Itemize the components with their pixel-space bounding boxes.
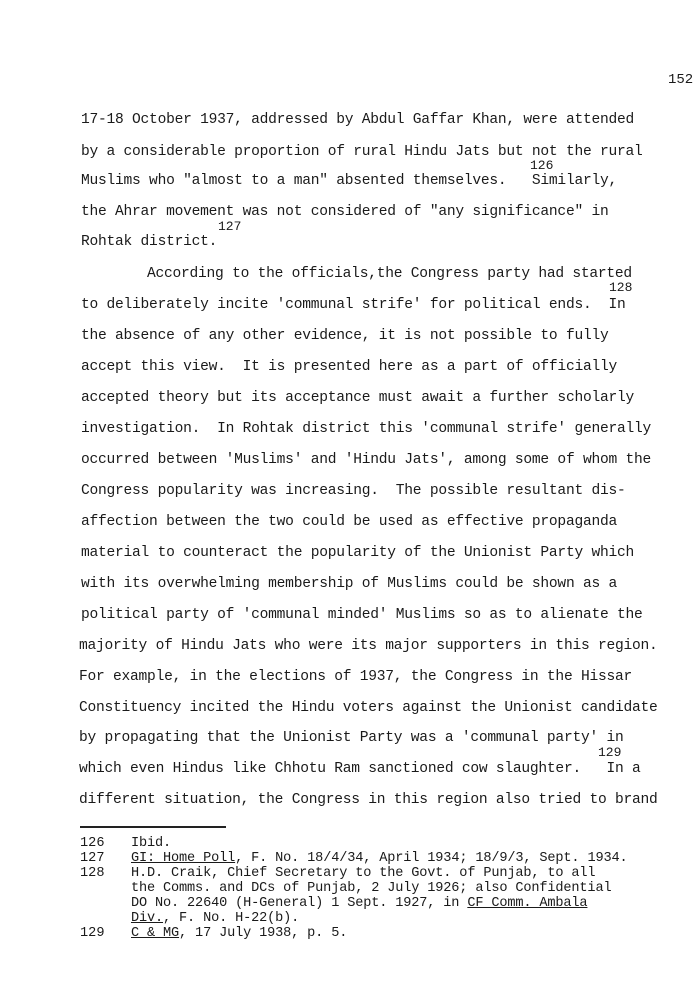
footnote-number: 129 [80, 926, 105, 941]
body-line: political party of 'communal minded' Muslims so as to alienate the [81, 607, 643, 623]
footnote-number: 127 [80, 851, 105, 866]
footnote-text: H.D. Craik, Chief Secretary to the Govt. of Punjab, to all [131, 866, 596, 881]
body-line: investigation. In Rohtak district this 'communal strife' generally [81, 421, 652, 437]
body-line: which even Hindus like Chhotu Ram sanctioned cow slaughter. In a [79, 761, 641, 777]
footnote-text [131, 911, 299, 926]
body-line: to deliberately incite 'communal strife' for political ends. In [81, 297, 626, 313]
footnote-ref-127: 127 [218, 219, 242, 234]
footnote-number: 126 [80, 836, 105, 851]
footnote-detail: DO No. 22640 (H-General) 1 Sept. 1927, in [131, 896, 468, 911]
footnote-detail: , F. No. 18/4/34, April 1934; 18/9/3, Sept. 1934. [235, 851, 628, 866]
body-line: by a considerable proportion of rural Hindu Jats but not the rural [81, 144, 643, 160]
body-line: by propagating that the Unionist Party was a 'communal party' in [79, 730, 624, 746]
body-line: For example, in the elections of 1937, the Congress in the Hissar [79, 669, 632, 685]
body-line: affection between the two could be used as effective propaganda [81, 514, 617, 530]
body-line: with its overwhelming membership of Muslims could be shown as a [81, 576, 617, 592]
body-line: the Ahrar movement was not considered of "any significance" in [81, 204, 609, 220]
body-line: Rohtak district. [81, 234, 218, 250]
footnote-text [131, 926, 347, 941]
body-line: majority of Hindu Jats who were its major supporters in this region. [79, 638, 658, 654]
footnote-text [131, 896, 587, 911]
body-line: Muslims who "almost to a man" absented themselves. Similarly, [81, 173, 617, 189]
body-line: According to the officials,the Congress party had started [147, 266, 632, 282]
body-line: the absence of any other evidence, it is not possible to fully [81, 328, 609, 344]
body-line: accepted theory but its acceptance must await a further scholarly [81, 390, 634, 406]
body-line: accept this view. It is presented here as a part of officially [81, 359, 617, 375]
footnote-detail: , 17 July 1938, p. 5. [179, 926, 348, 941]
footnote-ref-126: 126 [530, 158, 554, 173]
body-line: occurred between 'Muslims' and 'Hindu Jats', among some of whom the [81, 452, 652, 468]
footnote-ref-128: 128 [609, 280, 633, 295]
footnote-text [131, 851, 627, 866]
source-title: GI: Home Poll [131, 851, 236, 866]
footnote-text: the Comms. and DCs of Punjab, 2 July 1926; also Confidential [131, 881, 612, 896]
page-number: 152 [668, 72, 694, 88]
body-line: Constituency incited the Hindu voters against the Unionist candidate [79, 700, 658, 716]
footnote-text: Ibid. [131, 836, 172, 851]
body-line: different situation, the Congress in this region also tried to brand [79, 792, 658, 808]
source-title: C & MG [131, 926, 180, 941]
body-line: 17-18 October 1937, addressed by Abdul Gaffar Khan, were attended [81, 112, 634, 128]
footnote-ref-129: 129 [598, 745, 622, 760]
source-title: CF Comm. Ambala [467, 896, 588, 911]
footnote-detail: , F. No. H-22(b). [163, 911, 300, 926]
body-line: material to counteract the popularity of the Unionist Party which [81, 545, 634, 561]
source-title: Div. [131, 911, 164, 926]
footnote-number: 128 [80, 866, 105, 881]
footnote-separator [80, 826, 226, 828]
body-line: Congress popularity was increasing. The possible resultant dis- [81, 483, 626, 499]
